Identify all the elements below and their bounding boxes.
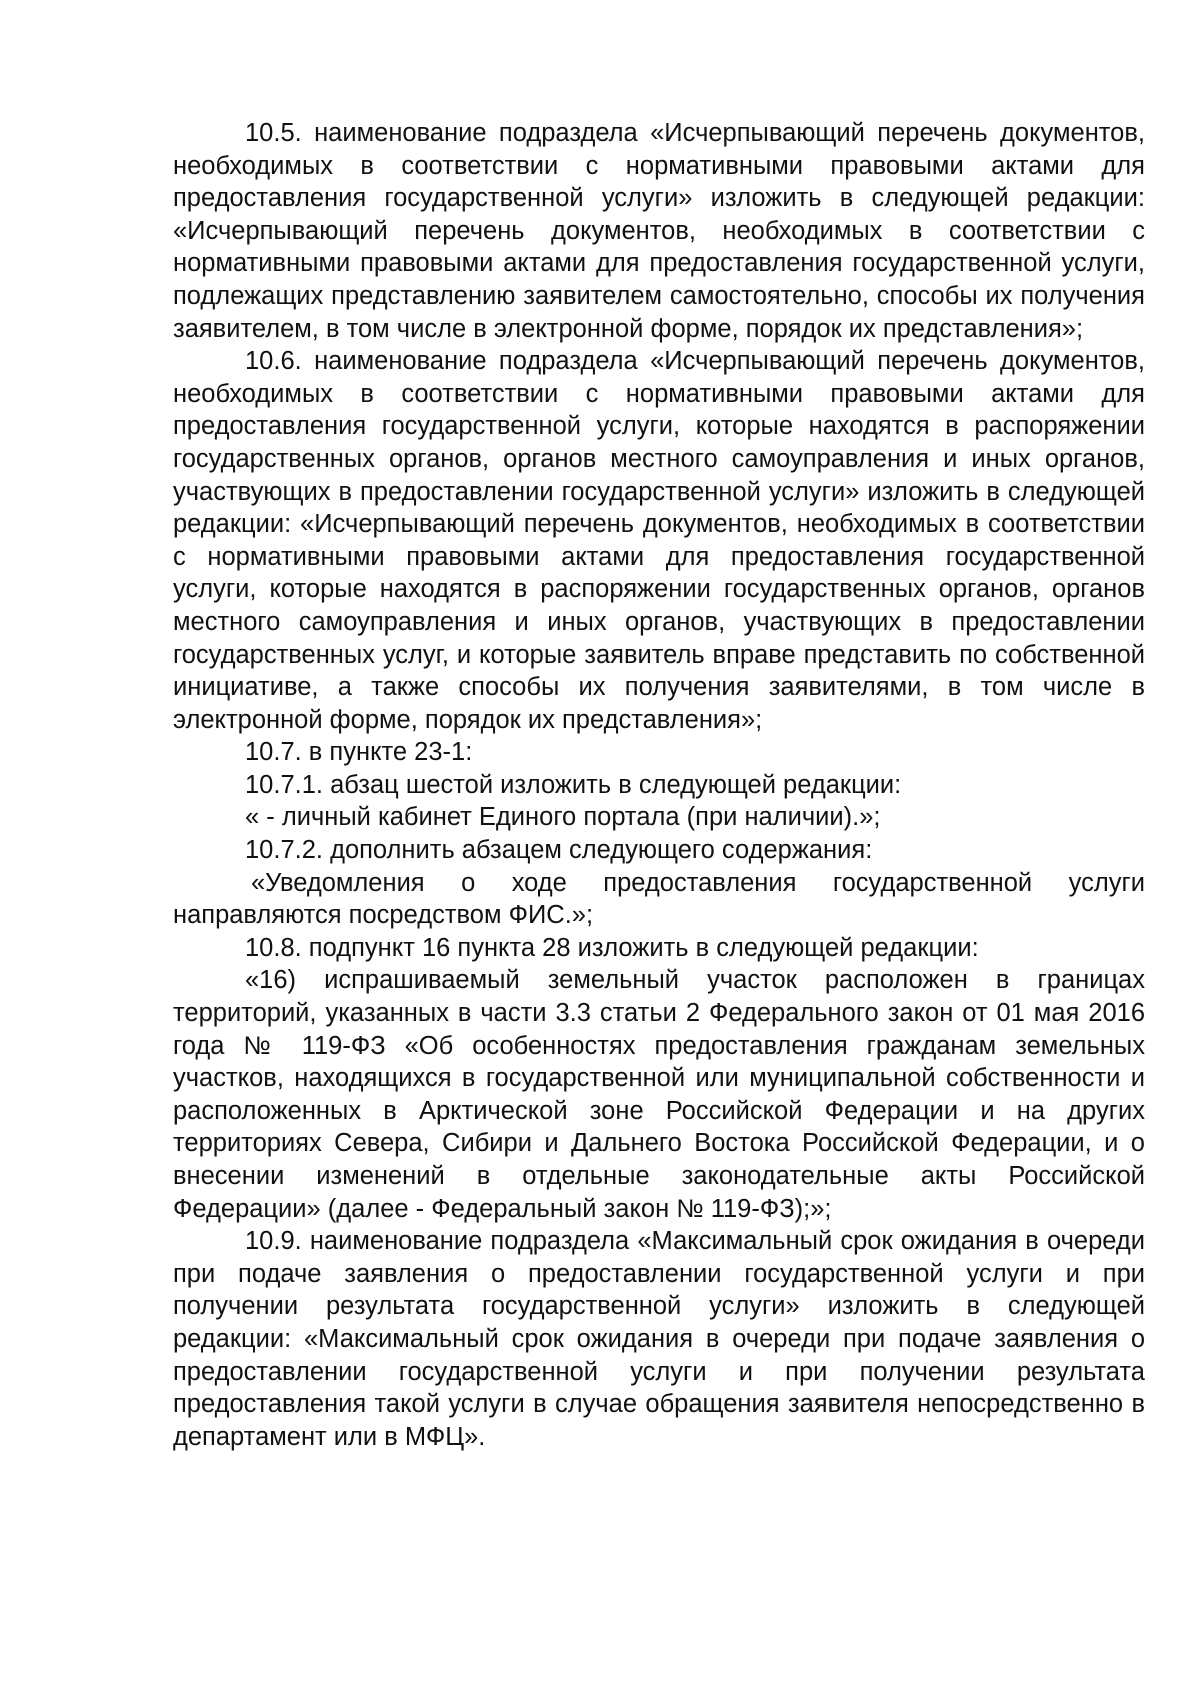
paragraph-10-8-text: «16) испрашиваемый земельный участок расположен в границах территорий, указанных в части 3.3 статьи 2 Федерального закон от 01 мая 2016 года № 119-ФЗ «Об особенностях предоставления гражданам земельных участков, находящихся в государственной или муниципальной собственности и расположенных в Арктической зоне Российской Федерации и на других территориях Севера, Сибири и Дальнего Востока Российской Федерации, и о внесении изменений в отдельные законодательные акты Российской Федерации» (далее - Федеральный закон № 119-ФЗ);»; [173,966,1145,1223]
paragraph-10-7: 10.7. в пункте 23-1: [245,738,473,767]
paragraph-10-7-1: 10.7.1. абзац шестой изложить в следующей редакции: [245,770,902,799]
paragraph-10-6: 10.6. наименование подраздела «Исчерпывающий перечень документов, необходимых в соответствии с нормативными правовыми актами для предоставления государственной услуги, которые находятся в распоряжении государственных органов, органов местного самоуправления и иных органов, участвующих в предоставлении государственной услуги» изложить в следующей редакции: «Исчерпывающий перечень документов, необходимых в соответствии с нормативными правовыми актами для предоставления государственной услуги, которые находятся в распоряжении государственных органов, органов местного самоуправления и иных органов, участвующих в предоставлении государственных услуг, и которые заявитель вправе представить по собственной инициативе, а также способы их получения заявителями, в том числе в электронной форме, порядок их представления»; [173,347,1145,734]
paragraph-10-9: 10.9. наименование подраздела «Максимальный срок ожидания в очереди при подаче заявления о предоставлении государственной услуги и при получении результата государственной услуги» изложить в следующей редакции: «Максимальный срок ожидания в очереди при подаче заявления о предоставлении государственной услуги и при получении результата предоставления такой услуги в случае обращения заявителя непосредственно в департамент или в МФЦ». [173,1227,1145,1451]
paragraph-10-7-2: 10.7.2. дополнить абзацем следующего содержания: [245,836,873,865]
paragraph-10-8: 10.8. подпункт 16 пункта 28 изложить в следующей редакции: [245,933,979,962]
paragraph-10-5: 10.5. наименование подраздела «Исчерпывающий перечень документов, необходимых в соответствии с нормативными правовыми актами для предоставления государственной услуги» изложить в следующей редакции: «Исчерпывающий перечень документов, необходимых в соответствии с нормативными правовыми актами для предоставления государственной услуги, подлежащих представлению заявителем самостоятельно, способы их получения заявителем, в том числе в электронной форме, порядок их представления»; [173,119,1145,343]
paragraph-10-7-1-text: « - личный кабинет Единого портала (при наличии).»; [245,803,881,832]
paragraph-10-7-2-text: «Уведомления о ходе предоставления государственной услуги направляются посредством ФИС.»; [173,868,1145,930]
document-body [173,117,1145,1453]
